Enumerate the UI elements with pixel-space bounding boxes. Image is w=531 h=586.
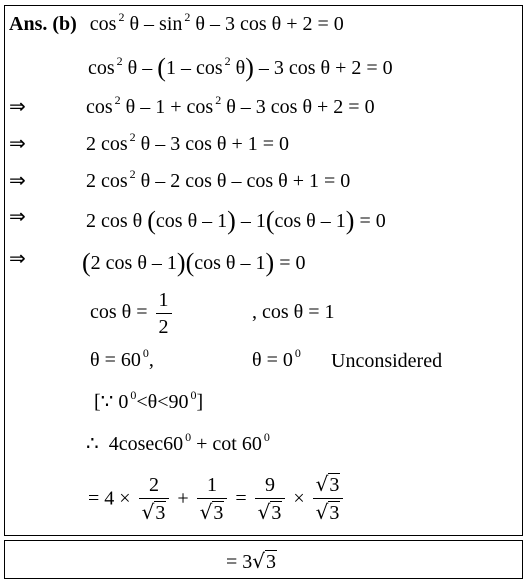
fraction-2-root3: $\frac{2}{√3}$ [139,475,170,523]
step-4: 2 cos $^2$ θ – 3 cos θ + 1 = 0 [86,130,290,155]
implies-arrow-3: ⇒ [9,94,26,118]
theta-zero: θ = 0 $^0$ [252,346,301,371]
step-2: cos $^2$ θ – (1 – cos $^2$ θ) – 3 cos θ + 2 = 0 [88,53,393,82]
solution-cos-one: , cos θ = 1 [252,301,335,323]
step-3: cos $^2$ θ – 1 + cos $^2$ θ – 3 cos θ + 2 = 0 [86,93,375,118]
answer-line-1 [9,10,344,35]
unconsidered-label: Unconsidered [331,350,443,372]
implies-arrow-5: ⇒ [9,168,26,192]
fraction-root3-root3: $\frac{√3}{√3}$ [313,474,344,523]
evaluation-line: = 4 × $\frac{2}{√3}$ + $\frac{1}{√3}$ = $\frac{9}{√3}$ × $\frac{√3}{√3}$ [88,474,346,523]
theta-sixty: θ = 60 $^0$, [90,346,154,371]
step-7: (2 cos θ – 1)(cos θ – 1) = 0 [82,248,306,277]
angle-condition: [∵ 0 $^0$<θ<90 $^0$] [94,388,204,413]
step-5: 2 cos $^2$ θ – 2 cos θ – cos θ + 1 = 0 [86,167,351,192]
step-6: 2 cos θ (cos θ – 1) – 1(cos θ – 1) = 0 [86,206,386,235]
therefore-expression: ∴ 4cosec60 $^0$ + cot 60 $^0$ [86,430,270,455]
implies-arrow-4: ⇒ [9,131,26,155]
solution-cos-half: cos θ = $\frac{1}{2}$ [90,290,175,337]
step-1: cos $^2$ θ – sin $^2$ θ – 3 cos θ + 2 = 0 [89,10,344,35]
implies-arrow-7: ⇒ [9,246,26,270]
implies-arrow-6: ⇒ [9,204,26,228]
fraction-9-root3: $\frac{9}{√3}$ [255,475,286,523]
fraction-one-half: $\frac{1}{2}$ [156,290,172,337]
final-answer: = 3√3 [226,549,277,573]
answer-label: Ans. (b) [9,13,77,35]
fraction-1-root3: $\frac{1}{√3}$ [197,475,228,523]
